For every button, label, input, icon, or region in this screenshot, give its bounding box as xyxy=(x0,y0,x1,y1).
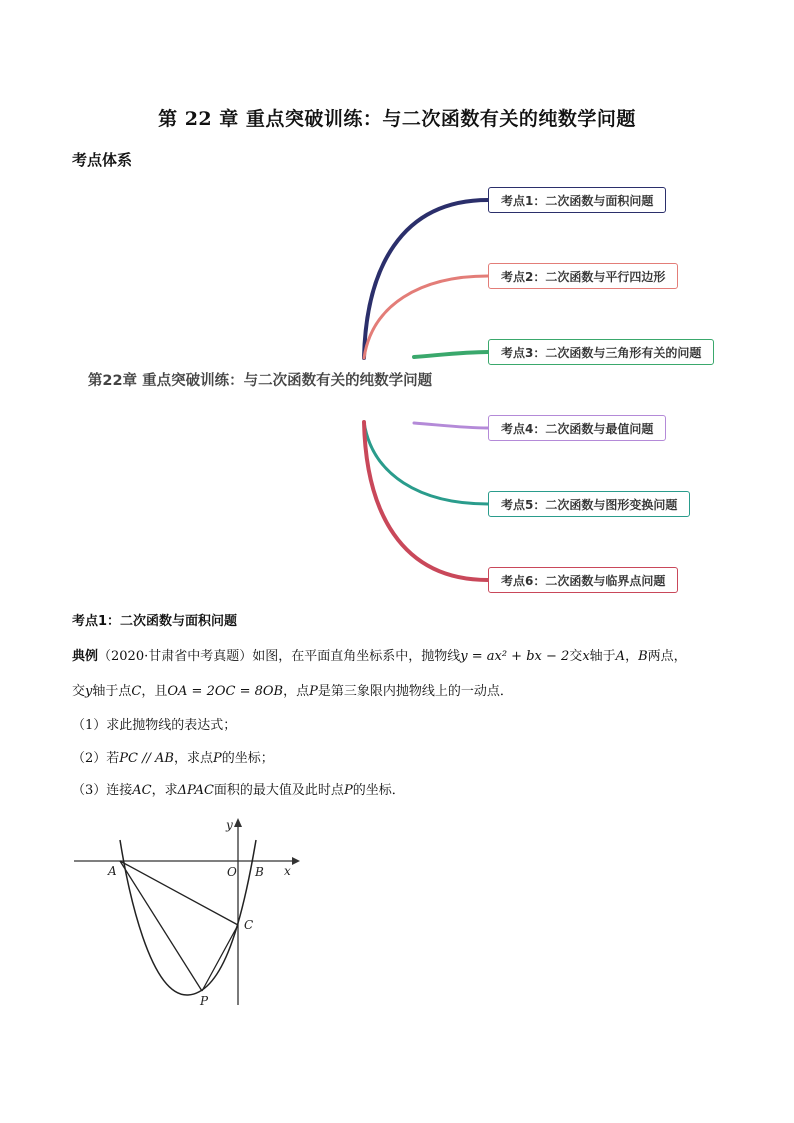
section-label: 考点体系 xyxy=(72,151,133,169)
branch-6 xyxy=(364,422,488,580)
branch-5 xyxy=(364,422,488,504)
label-y: y xyxy=(226,818,233,832)
segment-AP xyxy=(120,861,202,991)
label-O: O xyxy=(227,865,237,879)
question-2: （2）若PC // AB，求点P的坐标； xyxy=(72,751,274,766)
mindmap-root: 第22章 重点突破训练：与二次函数有关的纯数学问题 xyxy=(87,373,433,389)
page-title: 第 22 章 重点突破训练：与二次函数有关的纯数学问题 xyxy=(158,108,636,130)
label-P: P xyxy=(200,994,209,1008)
parabola-figure xyxy=(70,815,310,1015)
segment-PC xyxy=(202,925,238,991)
mindmap-node-6: 考点6：二次函数与临界点问题 xyxy=(488,567,678,593)
label-A: A xyxy=(108,864,117,878)
branch-2 xyxy=(364,276,488,358)
mindmap-node-1: 考点1：二次函数与面积问题 xyxy=(488,187,666,213)
label-C: C xyxy=(244,918,254,932)
question-1: （1）求此抛物线的表达式； xyxy=(72,718,237,733)
segment-AC xyxy=(120,861,238,925)
example-line-1: 典例（2020·甘肃省中考真题）如图，在平面直角坐标系中，抛物线y = ax² + bx − 2交x轴于A，B两点， xyxy=(72,649,687,664)
label-x: x xyxy=(284,864,291,878)
question-3: （3）连接AC，求ΔPAC面积的最大值及此时点P的坐标． xyxy=(72,783,405,798)
branch-3 xyxy=(414,352,488,357)
mindmap-node-2: 考点2：二次函数与平行四边形 xyxy=(488,263,678,289)
mindmap-node-3: 考点3：二次函数与三角形有关的问题 xyxy=(488,339,714,365)
branch-1 xyxy=(364,200,488,358)
branch-4 xyxy=(414,423,488,428)
mindmap-node-5: 考点5：二次函数与图形变换问题 xyxy=(488,491,690,517)
point1-heading: 考点1：二次函数与面积问题 xyxy=(72,614,238,629)
label-B: B xyxy=(255,865,264,879)
parabola-curve xyxy=(120,840,256,995)
mindmap-node-4: 考点4：二次函数与最值问题 xyxy=(488,415,666,441)
x-axis-arrow xyxy=(292,857,300,865)
example-line-2: 交y轴于点C，且OA = 2OC = 8OB，点P是第三象限内抛物线上的一动点． xyxy=(72,684,513,699)
y-axis-arrow xyxy=(234,818,242,827)
